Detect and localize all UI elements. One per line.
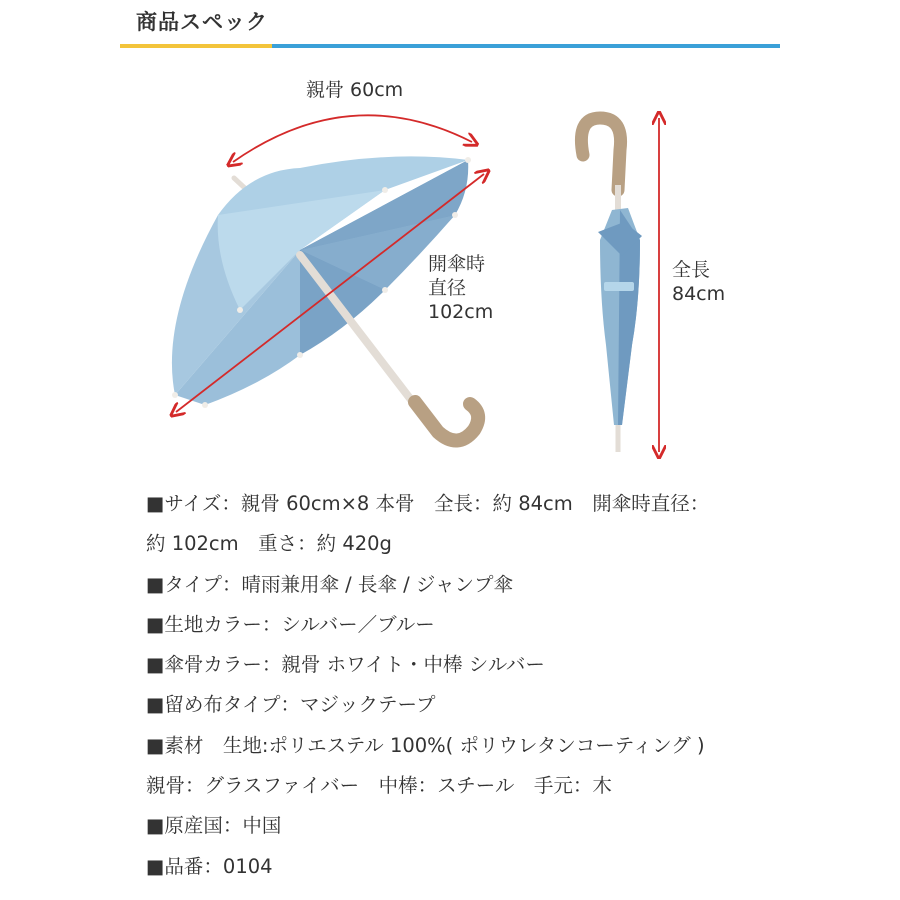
spec-line-strap-type: ■留め布タイプ：マジックテープ: [146, 693, 436, 717]
rib-length-arrow: [233, 115, 472, 162]
rib-tip: [382, 287, 388, 293]
spec-list: [146, 484, 846, 887]
total-length-label: 全長 84cm: [672, 259, 726, 305]
rib-tip: [237, 307, 243, 313]
spec-line-frame-color: ■傘骨カラー：親骨 ホワイト・中棒 シルバー: [146, 653, 545, 677]
open-umbrella-handle: [415, 402, 478, 441]
section-title: 商品スペック: [136, 10, 268, 34]
spec-line-material-cont: 親骨：グラスファイバー 中棒：スチール 手元：木: [146, 774, 612, 798]
closed-umbrella: [581, 118, 642, 452]
rib-tip: [382, 187, 388, 193]
spec-line-item-number: ■品番：0104: [146, 854, 273, 878]
rib-tip: [465, 157, 471, 163]
rib-tip: [452, 212, 458, 218]
closed-umbrella-strap: [604, 282, 634, 291]
open-diameter-label: 開傘時 直径 102cm: [428, 253, 494, 323]
spec-line-type: ■タイプ：晴雨兼用傘 / 長傘 / ジャンプ傘: [146, 572, 513, 596]
rib-tip: [297, 352, 303, 358]
spec-line-origin: ■原産国：中国: [146, 814, 282, 838]
title-underline: [272, 44, 780, 48]
rib-tip: [202, 402, 208, 408]
spec-line-size: ■サイズ：親骨 60cm×8 本骨 全長：約 84cm 開傘時直径：: [146, 492, 710, 515]
rib-length-label: 親骨 60cm: [306, 79, 404, 101]
spec-line-size-cont: 約 102cm 重さ：約 420g: [146, 532, 392, 556]
closed-umbrella-handle: [581, 118, 620, 190]
spec-line-fabric-color: ■生地カラー：シルバー／ブルー: [146, 612, 435, 636]
title-underline-accent: [120, 44, 272, 48]
spec-line-material: ■素材 生地:ポリエステル 100%( ポリウレタンコーティング ): [146, 733, 705, 757]
rib-tip: [172, 392, 178, 398]
